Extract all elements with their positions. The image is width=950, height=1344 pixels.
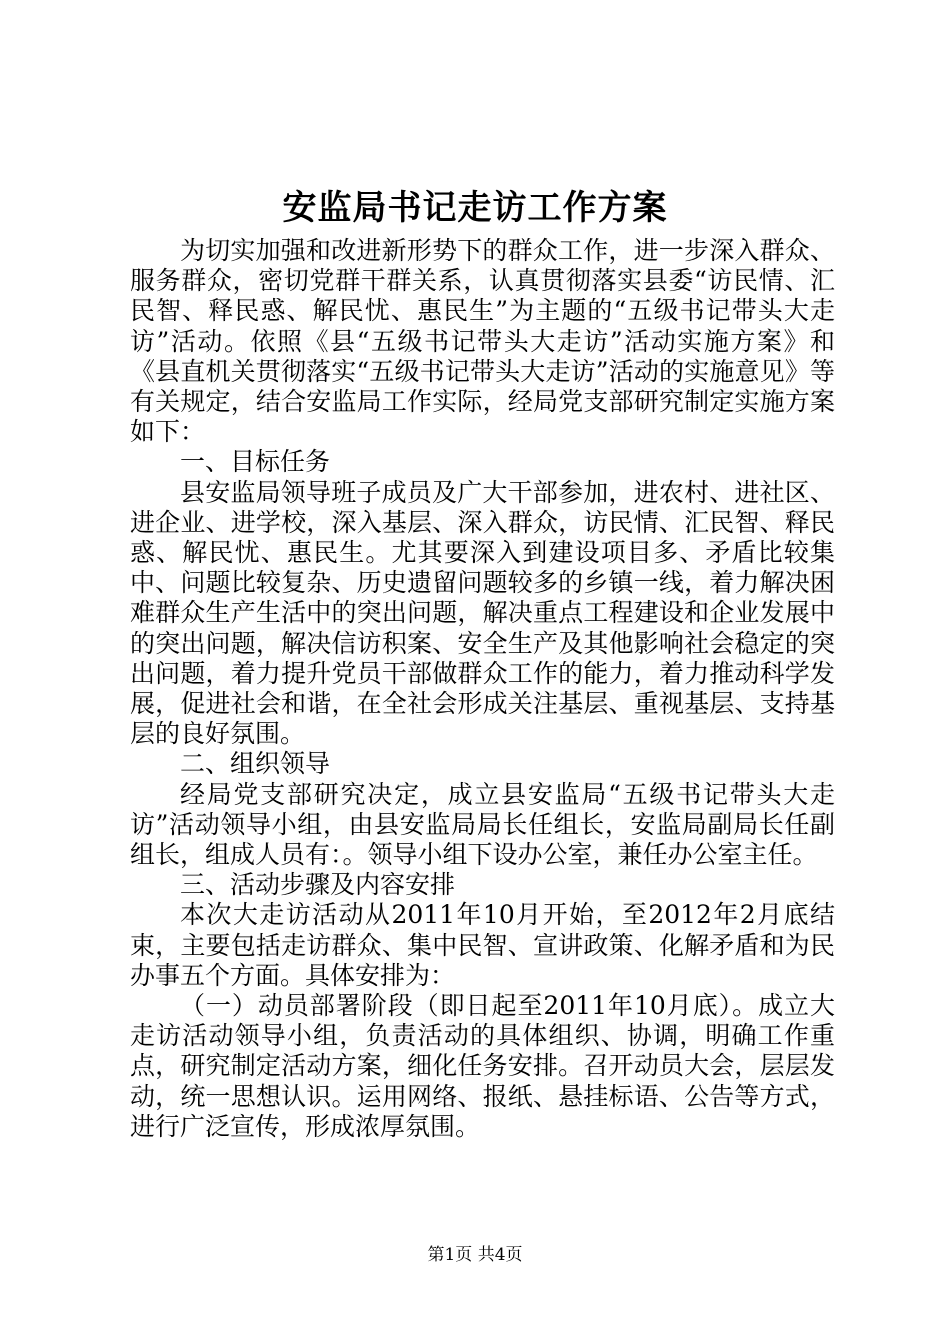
section-heading-organization: 二、组织领导 bbox=[180, 749, 331, 779]
document-title: 安监局书记走访工作方案 bbox=[282, 188, 668, 228]
phase-one-paragraph: （一）动员部署阶段（即日起至2011年10月底）。成立大走访活动领导小组，负责活动的具体组织、协调，明确工作重点，研究制定活动方案，细化任务安排。召开动员大会，层层发动，统一思想认识。运用网络、报纸、悬挂标语、公告等方式，进行广泛宣传，形成浓厚氛围。 bbox=[130, 991, 835, 1141]
page-number-footer: 第1页 共4页 bbox=[427, 1245, 523, 1265]
goals-paragraph: 县安监局领导班子成员及广大干部参加，进农村、进社区、进企业、进学校，深入基层、深入群众，访民情、汇民智、释民惑、解民忧、惠民生。尤其要深入到建设项目多、矛盾比较集中、问题比较复杂、历史遗留问题较多的乡镇一线，着力解决困难群众生产生活中的突出问题，解决重点工程建设和企业发展中的突出问题，解决信访积案、安全生产及其他影响社会稳定的突出问题，着力提升党员干部做群众工作的能力，着力推动科学发展，促进社会和谐，在全社会形成关注基层、重视基层、支持基层的良好氛围。 bbox=[130, 477, 835, 749]
intro-paragraph: 为切实加强和改进新形势下的群众工作，进一步深入群众、服务群众，密切党群干群关系，认真贯彻落实县委“访民情、汇民智、释民惑、解民忧、惠民生”为主题的“五级书记带头大走访”活动。依照《县“五级书记带头大走访”活动实施方案》和《县直机关贯彻落实“五级书记带头大走访”活动的实施意见》等有关规定，结合安监局工作实际，经局党支部研究制定实施方案如下： bbox=[130, 236, 835, 447]
section-heading-goals: 一、目标任务 bbox=[180, 447, 331, 477]
steps-paragraph: 本次大走访活动从2011年10月开始，至2012年2月底结束，主要包括走访群众、集中民智、宣讲政策、化解矛盾和为民办事五个方面。具体安排为： bbox=[130, 900, 835, 990]
organization-paragraph: 经局党支部研究决定，成立县安监局“五级书记带头大走访”活动领导小组，由县安监局局长任组长，安监局副局长任副组长，组成人员有：。领导小组下设办公室，兼任办公室主任。 bbox=[130, 779, 835, 870]
section-heading-steps: 三、活动步骤及内容安排 bbox=[180, 870, 456, 900]
document-body bbox=[130, 236, 835, 1142]
